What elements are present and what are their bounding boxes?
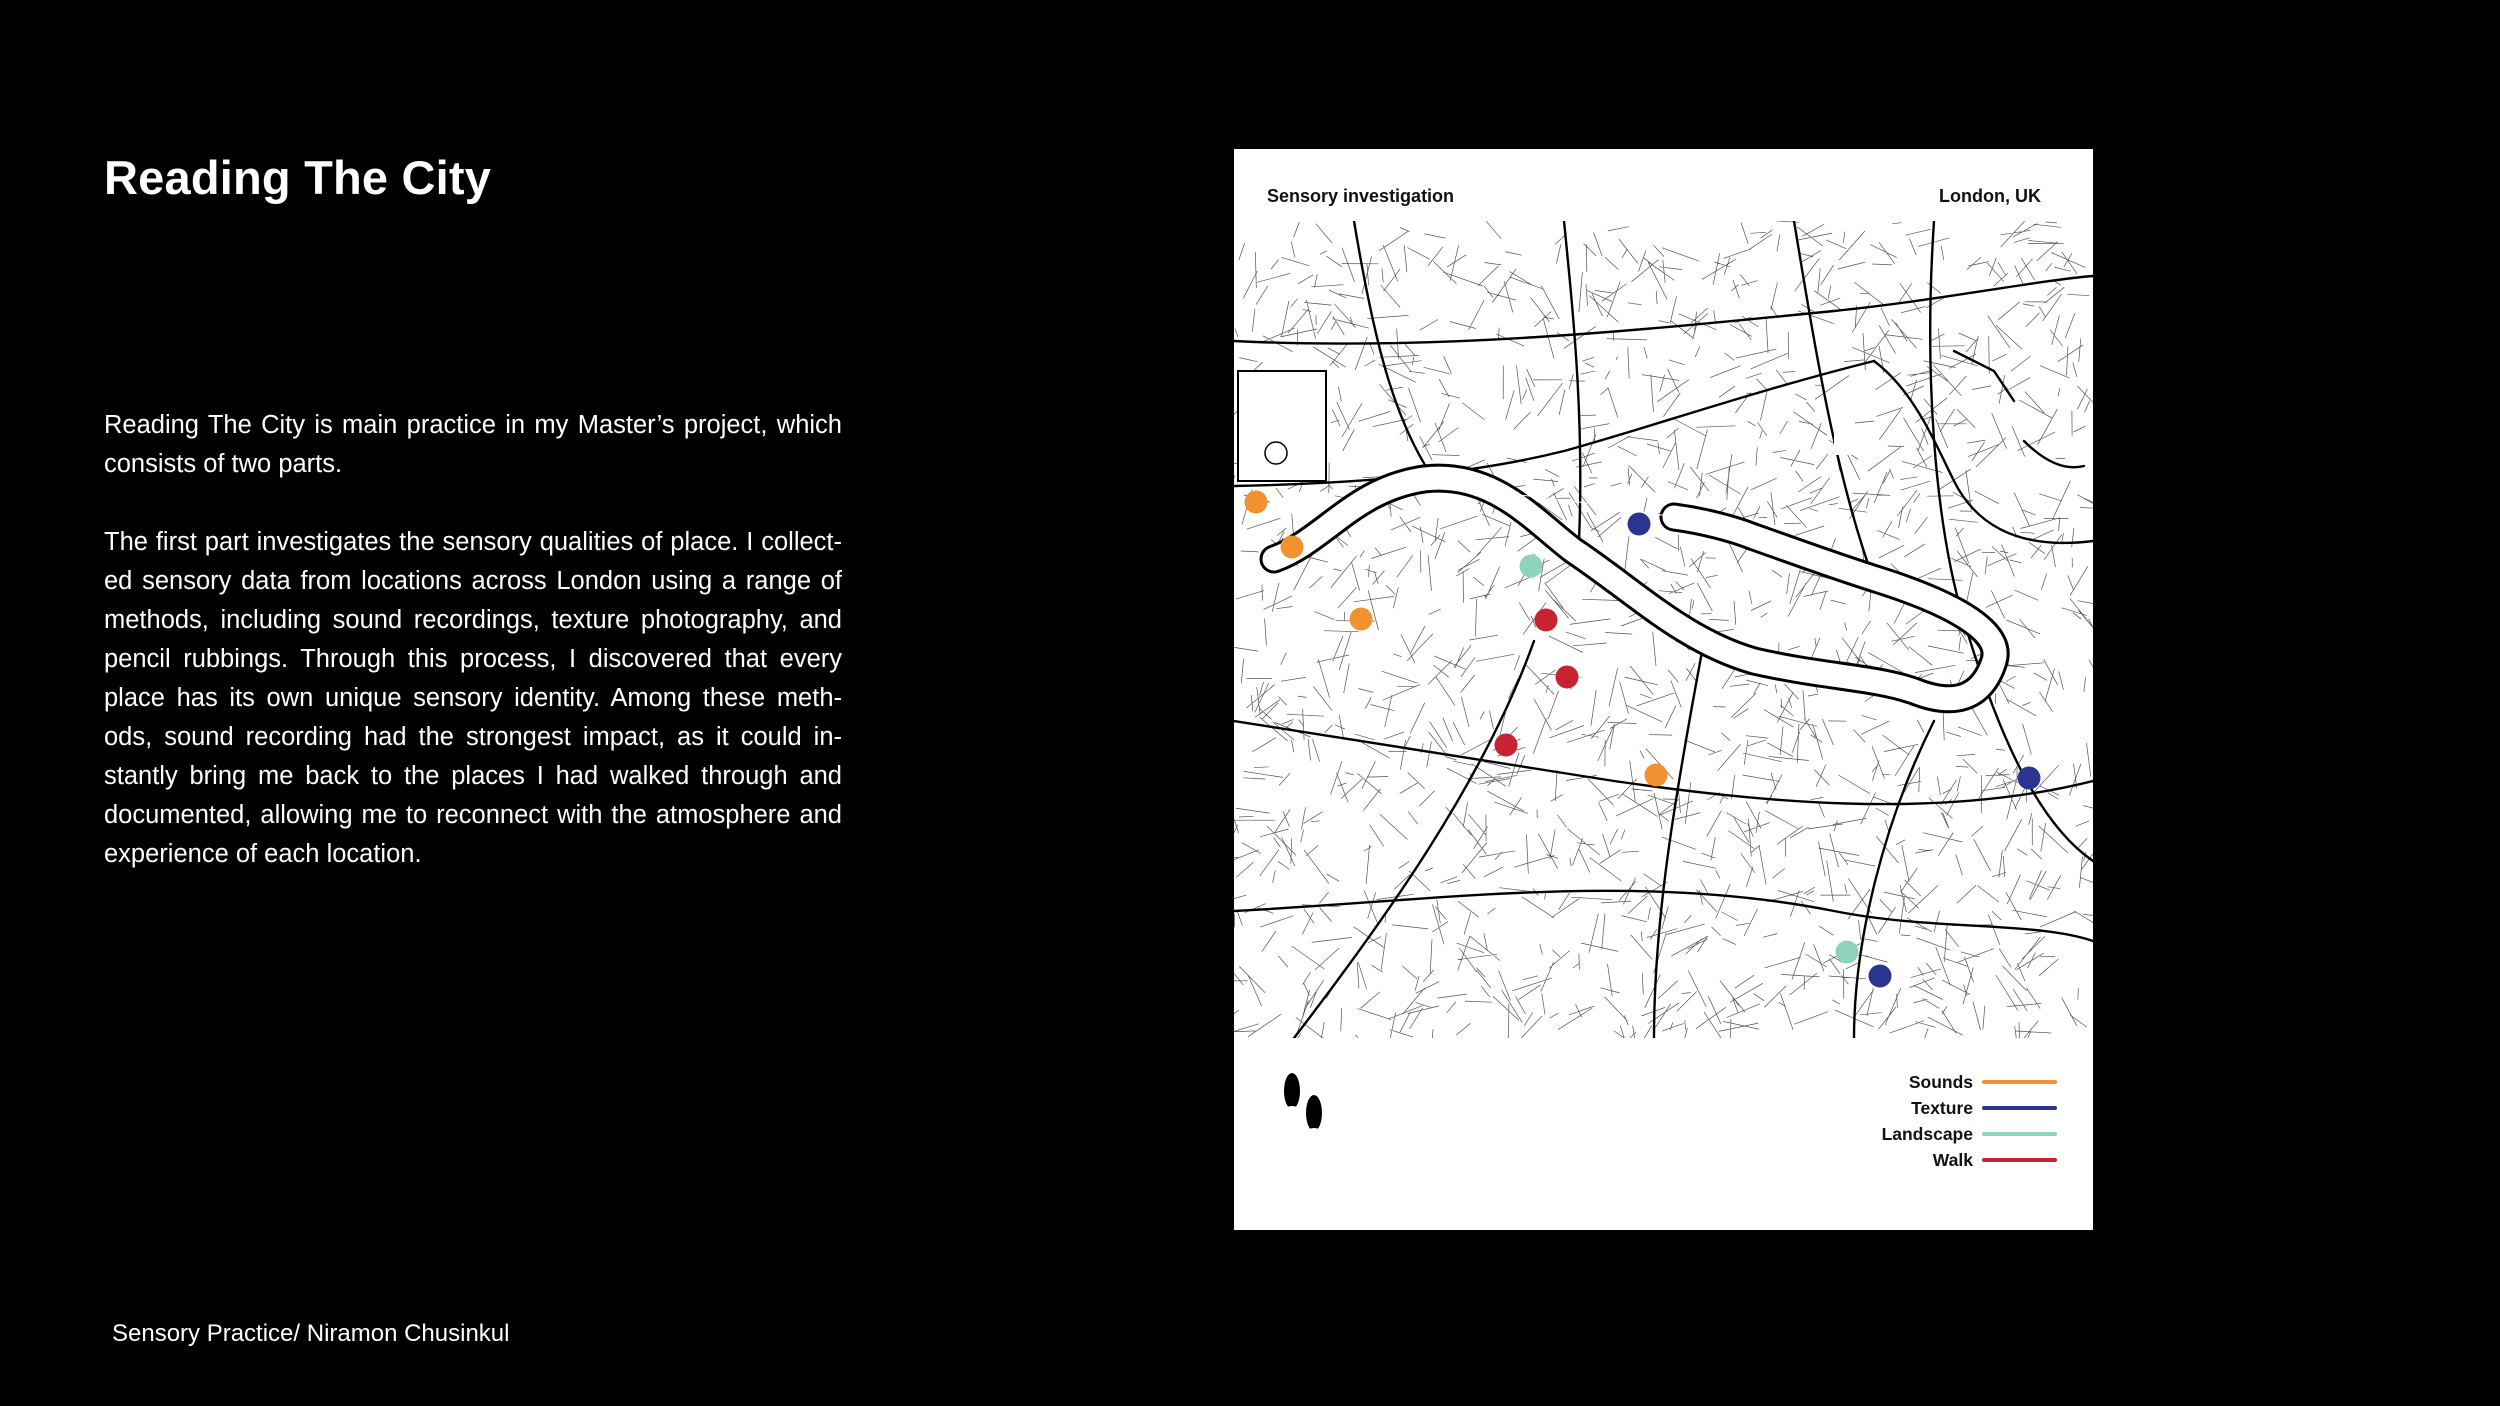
marker-sounds [1281,536,1304,559]
legend-item-walk [1882,1147,2057,1173]
map-card-location: London, UK [1939,186,2041,206]
legend-swatch [1982,1080,2057,1084]
street-network [1234,221,2093,1038]
legend-label: Landscape [1881,1123,1973,1144]
legend-swatch [1982,1132,2057,1136]
marker-walk [1556,666,1579,689]
park-area [1238,341,1866,481]
intro-paragraph: Reading The City is main practice in my Master’s project, which consists of two parts. [104,411,842,478]
river-thames [1274,478,1995,699]
marker-sounds [1645,764,1668,787]
footsteps-icon [1274,1067,1334,1141]
map-card [1234,149,2093,1230]
detail-paragraph: The first part investigates the sensory qualities of place. I collect-ed sensory data from locations across London using a range of methods, including sound recordings, texture photography, and pencil rubbings. Through this process, I discovered that every place has its own unique sensory identity. Among these meth-ods, sound recording had the strongest impact, as it could in-stantly bring me back to the places I had walked through and documented, allowing me to reconnect with the atmosphere and experience of each location. [104,528,842,868]
london-street-map [1234,221,2093,1038]
legend-label: Texture [1911,1097,1973,1118]
marker-texture [1869,965,1892,988]
body-text [104,406,842,913]
marker-walk [1495,734,1518,757]
map-legend [1882,1069,2057,1173]
legend-label: Sounds [1908,1071,1973,1092]
legend-label: Walk [1932,1149,1973,1170]
footer-credit: Sensory Practice/ Niramon Chusinkul [112,1320,510,1347]
legend-swatch [1982,1106,2057,1110]
marker-sounds [1245,491,1268,514]
marker-landscape [1520,555,1543,578]
legend-item-sounds [1882,1069,2057,1095]
marker-walk [1535,609,1558,632]
legend-swatch [1982,1158,2057,1162]
marker-landscape [1836,941,1859,964]
map-card-title: Sensory investigation [1267,186,1455,206]
marker-sounds [1350,608,1373,631]
marker-texture [1628,513,1651,536]
slide-title: Reading The City [104,151,492,204]
sensory-markers [1245,491,2041,988]
legend-item-landscape [1882,1121,2057,1147]
legend-item-texture [1882,1095,2057,1121]
marker-texture [2018,767,2041,790]
